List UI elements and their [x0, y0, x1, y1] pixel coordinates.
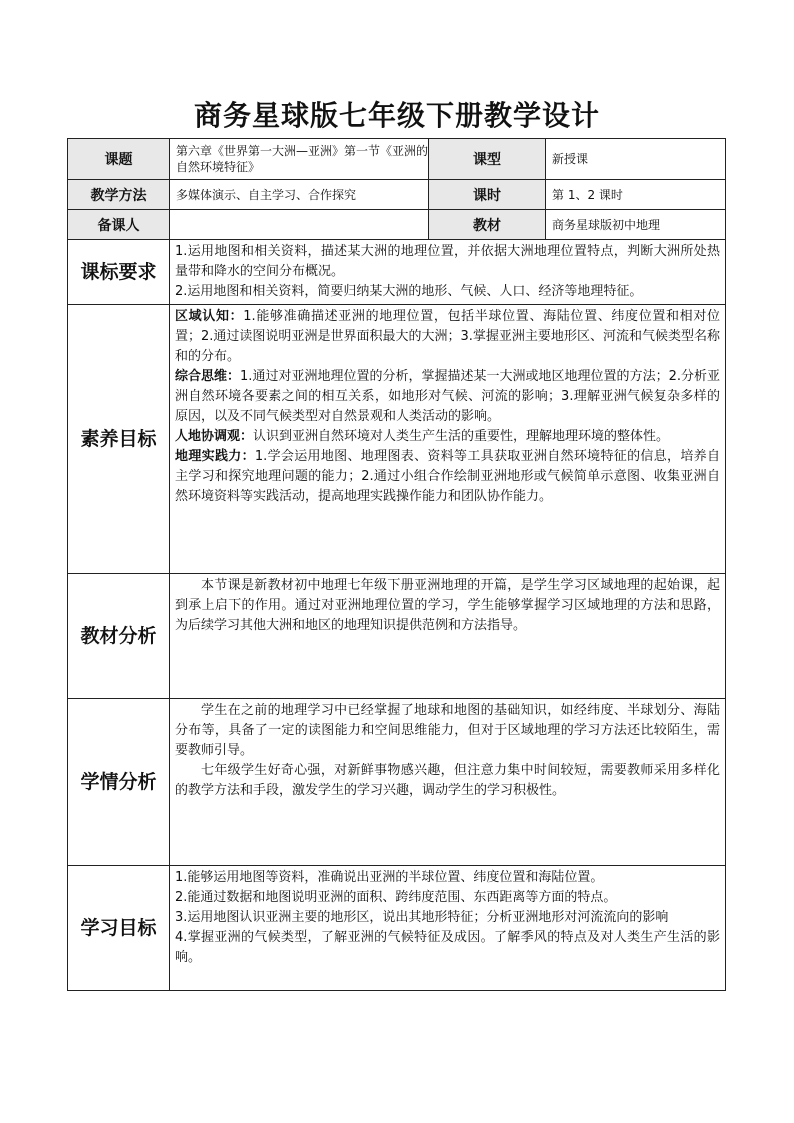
row-topic — [68, 139, 726, 180]
literacy-key-harmony: 人地协调观： — [175, 429, 254, 444]
learning-goal-item: 3.运用地图认识亚洲主要的地形区，说出其地形特征；分析亚洲地形对河流流向的影响 — [175, 910, 669, 925]
row-textbook-analysis — [68, 574, 726, 699]
standard-item: 1.运用地图和相关资料，描述某大洲的地理位置，并依据大洲地理位置特点，判断大洲所处热量带和降水的空间分布概况。 — [175, 244, 720, 279]
literacy-text-region: 1.能够准确描述亚洲的地理位置，包括半球位置、海陆位置、纬度位置和相对位置；2.通过读图说明亚洲是世界面积最大的大洲；3.掌握亚洲主要地形区、河流和气候类型名称和的分布。 — [175, 309, 720, 364]
student-analysis-label: 学情分析 — [68, 699, 170, 866]
type-label: 课型 — [429, 139, 546, 180]
learning-goal-item: 1.能够运用地图等资料，准确说出亚洲的半球位置、纬度位置和海陆位置。 — [175, 870, 604, 885]
row-student-analysis — [68, 699, 726, 866]
literacy-text-practice: 1.学会运用地图、地理图表、资料等工具获取亚洲自然环境特征的信息，培养自主学习和探究地理问题的能力；2.通过小组合作绘制亚洲地形或气候简单示意图、收集亚洲自然环境资料等实践活动，提高地理实践操作能力和团队协作能力。 — [175, 449, 720, 504]
textbook-analysis-content — [170, 574, 726, 699]
literacy-text-harmony: 认识到亚洲自然环境对人类生产生活的重要性，理解地理环境的整体性。 — [253, 429, 670, 444]
page-title: 商务星球版七年级下册教学设计 — [193, 99, 600, 132]
type-value: 新授课 — [546, 139, 726, 180]
literacy-key-practice: 地理实践力： — [175, 449, 255, 464]
standard-label: 课标要求 — [68, 240, 170, 305]
hours-value: 第 1、2 课时 — [546, 180, 726, 210]
learning-goals-content — [170, 866, 726, 991]
student-analysis-content — [170, 699, 726, 866]
preparer-label: 备课人 — [68, 210, 170, 240]
textbook-analysis-label: 教材分析 — [68, 574, 170, 699]
preparer-value — [170, 210, 429, 240]
method-label: 教学方法 — [68, 180, 170, 210]
student-analysis-p2: 七年级学生好奇心强，对新鲜事物感兴趣，但注意力集中时间较短，需要教师采用多样化的教学方法和手段，激发学生的学习兴趣，调动学生的学习积极性。 — [175, 763, 720, 798]
literacy-label: 素养目标 — [68, 305, 170, 574]
student-analysis-p1: 学生在之前的地理学习中已经掌握了地球和地图的基础知识，如经纬度、半球划分、海陆分布等，具备了一定的读图能力和空间思维能力，但对于区域地理的学习方法还比较陌生，需要教师引导。 — [175, 703, 720, 758]
textbook-value: 商务星球版初中地理 — [546, 210, 726, 240]
literacy-content — [170, 305, 726, 574]
literacy-key-thinking: 综合思维： — [175, 369, 241, 384]
method-value: 多媒体演示、自主学习、合作探究 — [170, 180, 429, 210]
literacy-key-region: 区域认知： — [175, 309, 244, 324]
row-preparer — [68, 210, 726, 240]
row-learning-goals — [68, 866, 726, 991]
standard-item: 2.运用地图和相关资料，简要归纳某大洲的地形、气候、人口、经济等地理特征。 — [175, 284, 643, 299]
textbook-analysis-text: 本节课是新教材初中地理七年级下册亚洲地理的开篇，是学生学习区域地理的起始课，起到承上启下的作用。通过对亚洲地理位置的学习，学生能够掌握学习区域地理的方法和思路，为后续学习其他大洲和地区的地理知识提供范例和方法指导。 — [175, 578, 720, 633]
learning-goal-item: 4.掌握亚洲的气候类型，了解亚洲的气候特征及成因。了解季风的特点及对人类生产生活的影响。 — [175, 930, 720, 965]
topic-label: 课题 — [68, 139, 170, 180]
hours-label: 课时 — [429, 180, 546, 210]
learning-goal-item: 2.能通过数据和地图说明亚洲的面积、跨纬度范围、东西距离等方面的特点。 — [175, 890, 617, 905]
row-method — [68, 180, 726, 210]
learning-goals-label: 学习目标 — [68, 866, 170, 991]
row-standard — [68, 240, 726, 305]
topic-value: 第六章《世界第一大洲—亚洲》第一节《亚洲的自然环境特征》 — [170, 139, 429, 180]
lesson-plan-table — [67, 138, 726, 991]
row-literacy — [68, 305, 726, 574]
literacy-text-thinking: 1.通过对亚洲地理位置的分析，掌握描述某一大洲或地区地理位置的方法；2.分析亚洲自然环境各要素之间的相互关系，如地形对气候、河流的影响；3.理解亚洲气候复杂多样的原因，以及不同气候类型对自然景观和人类活动的影响。 — [175, 369, 720, 424]
standard-content — [170, 240, 726, 305]
textbook-label: 教材 — [429, 210, 546, 240]
